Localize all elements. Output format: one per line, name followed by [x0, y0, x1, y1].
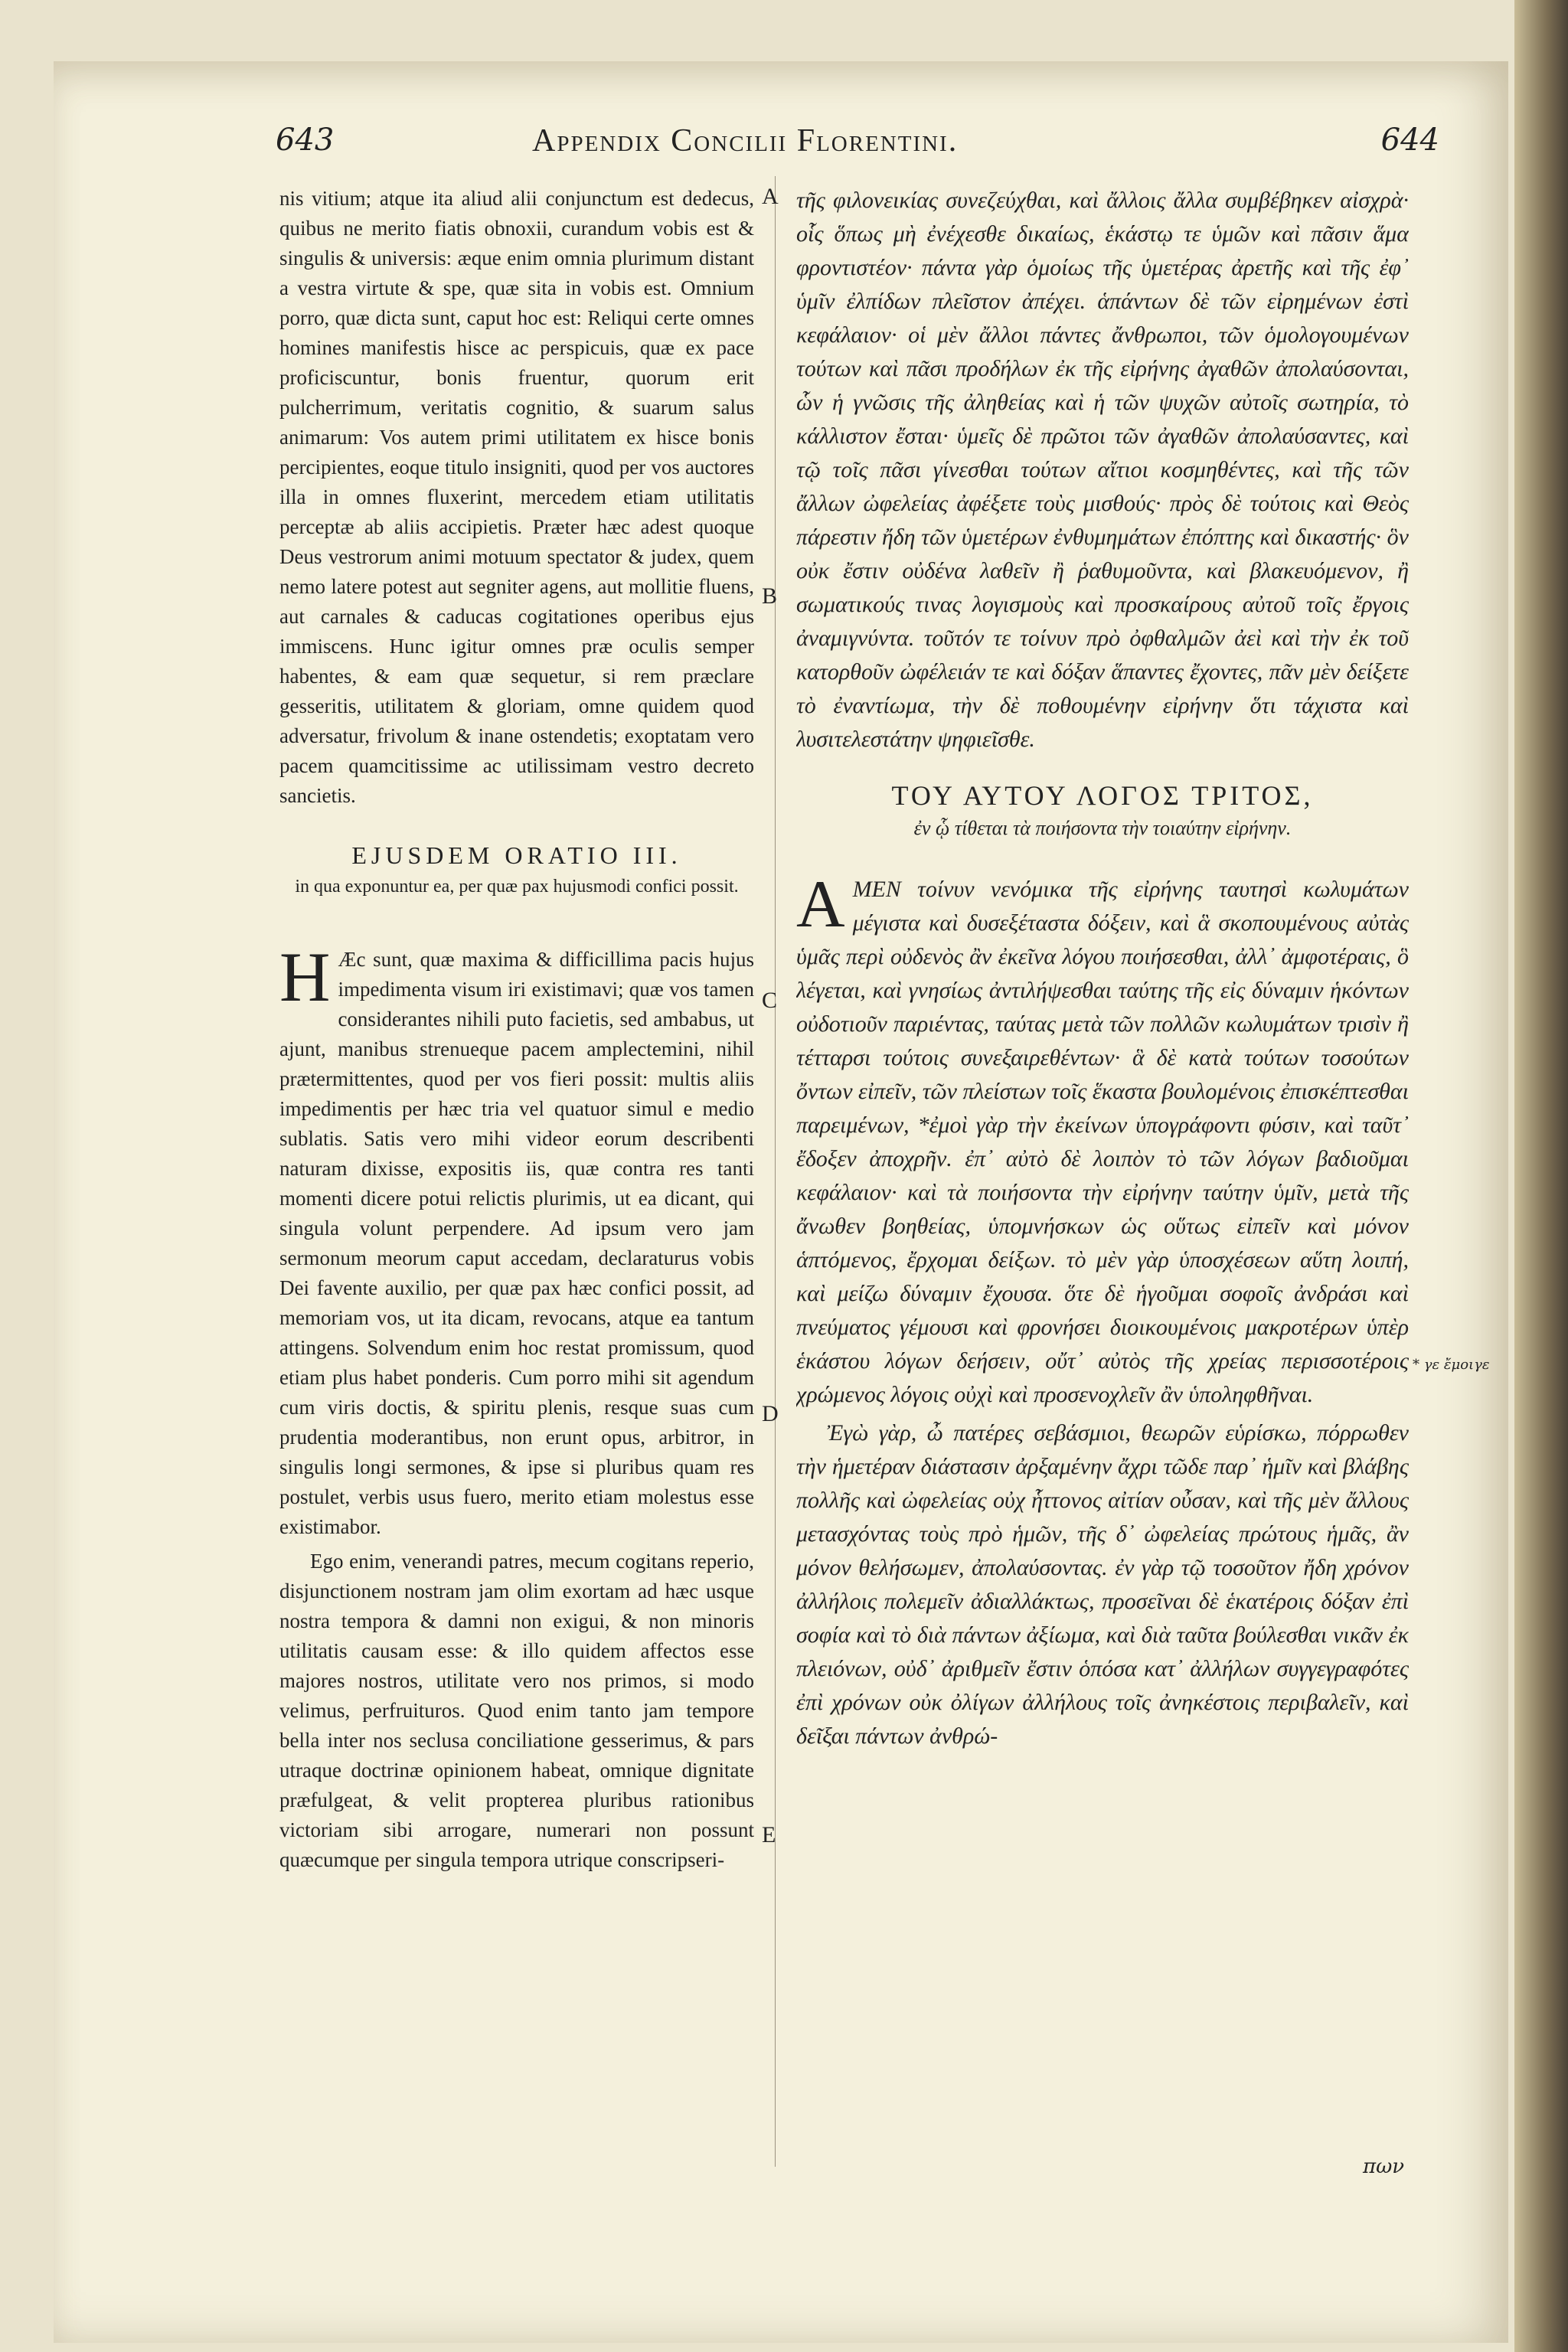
latin-paragraph-text: Æc sunt, quæ maxima & difficillima pacis hujus impedimenta visum iri existimavi; quæ vos tamen considerantes nihili puto facietis, sed ambabus, ut ajunt, manibus strenueque pacem amplectemini, nihil prætermittentes, quod per vos fieri possit: multis aliis impedimentis per hæc tria vel quatuor simul e medio sublatis. Satis vero mihi videor eorum describenti naturam dixisse, expositis iis, quæ contra res tanti momenti dicere potui relictis plurimis, ut ea dicant, qui singula volunt perpendere. Ad ipsum vero jam sermonum meorum caput accedam, declaraturus vobis Dei favente auxilio, per quæ pax hæc confici possit, ad memoriam vos, ut ita dicam, revocans, atque ea tantum attingens. Solvendum enim hoc restat promissum, quod etiam plus habet ponderis. Cum porro mihi sit agendum cum viris doctis, & spiritu plenis, resque suas cum prudentia moderantibus, non erunt opus, arbitror, in singulis longi sermones, & ipse si pluribus quam res postulet, verbis usus fuero, merito etiam molestus esse existimabor.: [279, 948, 754, 1538]
latin-oration-heading: EJUSDEM ORATIO III.: [351, 841, 682, 869]
greek-paragraph-text: ΜΕΝ τοίνυν νενόμικα τῆς εἰρήνης ταυτησὶ κωλυμάτων μέγιστα καὶ δυσεξέταστα δόξειν, καὶ ἃ σκοπουμένους αὐτὰς ὑμᾶς περὶ οὐδενὸς ἂν ἐκεῖνα λόγου ποιήσεσθαι, ἀλλ᾽ ἀμφοτέραις, ὃ λέγεται, καὶ γνησίως ἀντιλήψεσθαι ταύτης τῆς εἰς δύναμιν ἡκόντων οὐδοτιοῦν παριέντας, ταύτας μετὰ τῶν πολλῶν κωλυμάτων τρισὶν ἢ τέτταρσι τούτοις συνεξαιρεθέντων· ἃ δὲ κατὰ τούτων τοσούτων ὄντων εἰπεῖν, τῶν πλείστων τοῖς ἕκαστα βουλομένοις ἐπισκέπτεσθαι παρειμένων, *ἐμοὶ γὰρ τὴν ἐκείνων ὑπογράφοντι φύσιν, καὶ ταῦτ᾽ ἔδοξεν ἀποχρῆν. ἐπ᾽ αὐτὸ δὲ λοιπὸν τὸ τῶν λόγων βαδιοῦμαι κεφάλαιον· καὶ τὰ ποιήσοντα τὴν εἰρήνην ταύτην ὑμῖν, μετὰ τῆς ἄνωθεν βοηθείας, ὑπομνήσκων ὡς οὕτως εἰπεῖν καὶ μόνον ἁπτόμενος, ἔρχομαι δείξων. τὸ μὲν γὰρ ὑποσχέσεων αὕτη λοιπή, καὶ μείζω δύναμιν ἔχουσα. ὅτε δὲ ἡγοῦμαι σοφοῖς ἀνδράσι καὶ πνεύματος γέμουσι καὶ φρονήσει διοικουμένοις μακροτέρων ὑπὲρ ἑκάστου λόγων δεήσειν, οὔτ᾽ αὐτὸς τῆς χρείας περισσοτέροις χρώμενος λόγοις οὐχὶ καὶ προσενοχλεῖν ἂν ὑποληφθῆναι.: [796, 877, 1409, 1407]
page-header: [276, 122, 1439, 168]
greek-dropcap: Α: [796, 867, 845, 942]
margin-letter-a: A: [762, 184, 779, 209]
latin-paragraph: nis vitium; atque ita aliud alii conjunctum est dedecus, quibus ne merito fiatis obnoxii, curandum vobis est & singulis & universis: æque enim omnia plurimum distant a vestra virtute & spe, quæ sita in vobis est. Omnium porro, quæ dicta sunt, caput hoc est: Reliqui certe omnes homines manifestis hisce ac perspicuis, quæ ex pace proficiscuntur, bonis fruentur, quorum erit pulcherrimum, veritatis cognitio, & suarum salus animarum: Vos autem primi utilitatem ex hisce bonis percipientes, eoque titulo insigniti, quod per vos auctores illa in omnes fluxerint, mercedem etiam utilitatis perceptæ ab aliis accipietis. Præter hæc adest quoque Deus vestrorum animi motuum spectator & judex, quem nemo latere potest aut segniter agens, aut mollitie fluens, aut carnales & caducas cogitationes operibus ejus immiscens. Hunc igitur omnes præ oculis semper habentes, & eam quæ sequetur, si rem præclare gesseritis, utilitatem & gloriam, omne quidem quod adversatur, frivolum & inane ostendetis; exoptatam vero pacem quamcitissime ac utilissimam vestro decreto sancietis.: [279, 187, 754, 807]
running-title: Appendix Concilii Florentini.: [532, 123, 959, 158]
greek-paragraph: Ἐγὼ γὰρ, ὦ πατέρες σεβάσμιοι, θεωρῶν εὑρίσκω, πόρρωθεν τὴν ἡμετέραν διάστασιν ἀρξαμένην ἄχρι τῶδε παρ᾽ ἡμῖν καὶ βλάβης πολλῆς καὶ ὠφελείας οὐχ ἧττονος αἰτίαν οὖσαν, καὶ τῆς μὲν ἄλλους μετασχόντας τοὺς πρὸ ἡμῶν, τῆς δ᾽ ὠφελείας πρώτους ἡμᾶς, ἂν μόνον θελήσωμεν, ἀπολαύσοντας. ἐν γὰρ τῷ τοσοῦτον ἤδη χρόνον ἀλλήλοις πολεμεῖν ἀδιαλλάκτως, προσεῖναι δὲ ἑκατέροις δόξαν ἐπὶ σοφία καὶ τὸ διὰ πάντων ἀξίωμα, καὶ διὰ ταῦτα βούλεσθαι νικᾶν ἐκ πλειόνων, οὐδ᾽ ἀριθμεῖν ἔστιν ὁπόσα κατ᾽ ἀλλήλων συγγεγραφότες ἐπὶ χρόνων οὐκ ὀλίγων ἀλλήλους τοῖς ἀνηκέστοις περιβαλεῖν, καὶ δεῖξαι πάντων ἀνθρώ-: [796, 1420, 1409, 1749]
margin-letter-c: C: [762, 988, 778, 1013]
margin-letter-b: B: [762, 583, 778, 609]
margin-letter-e: E: [762, 1822, 776, 1847]
latin-dropcap: H: [279, 938, 331, 1016]
greek-paragraph: τῆς φιλονεικίας συνεζεύχθαι, καὶ ἄλλοις ἄλλα συμβέβηκεν αἰσχρὰ· οἷς ὅπως μὴ ἐνέχεσθε δικαίως, ἑκάστῳ τε ὑμῶν καὶ πᾶσιν ἅμα φροντιστέον· πάντα γὰρ ὁμοίως τῆς ὑμετέρας ἀρετῆς καὶ τῆς ἐφ᾽ ὑμῖν ἐλπίδων πλεῖστον ἀπέχει. ἁπάντων δὲ τῶν εἰρημένων ἐστὶ κεφάλαιον· οἱ μὲν ἄλλοι πάντες ἄνθρωποι, τῶν ὁμολογουμένων τούτων καὶ πᾶσι προδήλων ἐκ τῆς εἰρήνης ἀγαθῶν ἀπολαύσονται, ὧν ἡ γνῶσις τῆς ἀληθείας καὶ ἡ τῶν ψυχῶν αὐτοῖς σωτηρία, τὸ κάλλιστον ἔσται· ὑμεῖς δὲ πρῶτοι τῶν ἀγαθῶν ἀπολαύσαντες, καὶ τῷ τοῖς πᾶσι γίνεσθαι τούτων αἴτιοι κοσμηθέντες, καὶ τῆς τῶν ἄλλων ὠφελείας ἀφέξετε τοὺς μισθούς· πρὸς δὲ τούτοις καὶ Θεὸς πάρεστιν ἤδη τῶν ὑμετέρων ἐνθυμημάτων ἐπόπτης καὶ δικαστής· ὃν οὐκ ἔστιν οὐδένα λαθεῖν ἢ ῥαθυμοῦντα, καὶ βλακευόμενον, ἢ σωματικούς τινας λογισμοὺς καὶ προσκαίρους αὐτοῦ τοῖς ἔργοις ἀναμιγνύντα. τοῦτόν τε τοίνυν πρὸ ὀφθαλμῶν ἀεὶ καὶ τὴν ἐκ τοῦ κατορθοῦν ὠφέλειάν τε καὶ δόξαν ἅπαντες ἔχοντες, πᾶν μὲν δείξετε τὸ ἐναντίωμα, τὴν δὲ ποθουμένην εἰρήνην ὅτι τάχιστα καὶ λυσιτελεστάτην ψηφιεῖσθε.: [796, 188, 1409, 752]
greek-oration-subheading: ἐν ᾧ τίθεται τὰ ποιήσοντα τὴν τοιαύτην εἰρήνην.: [913, 817, 1292, 839]
greek-paragraph: [796, 867, 1409, 1412]
column-divider: [775, 176, 776, 2167]
greek-column: [796, 184, 1409, 2199]
catchword: πων: [1363, 2155, 1405, 2178]
margin-note: * γε ἔμοιγε: [1413, 1357, 1490, 1373]
book-binding-edge: [1514, 0, 1568, 2352]
margin-letter-d: D: [762, 1401, 779, 1426]
page-number-right: 644: [1380, 122, 1439, 158]
latin-paragraph: Ego enim, venerandi patres, mecum cogitans reperio, disjunctionem nostram jam olim exortam ad hæc usque nostra tempora & damni non exigui, & non minoris utilitatis causam esse: & illo quidem affectos esse majores nostros, utilitate vero nos primos, si modo velimus, perfruituros. Quod enim tanto jam tempore bella inter nos seclusa conciliatione gesserimus, & pars utraque doctrinæ opinionem habeat, omnique dignitate præfulgeat, & velit propterea pluribus rationibus victoriam sibi arrogare, numerari non possunt quæcumque per singula tempora utrique conscripseri-: [279, 1550, 754, 1871]
latin-oration-subheading: in qua exponuntur ea, per quæ pax hujusmodi confici possit.: [295, 877, 739, 897]
latin-column: [279, 184, 754, 2199]
greek-oration-heading: ΤΟΥ ΑΥΤΟΥ ΛΟΓΟΣ ΤΡΙΤΟΣ,: [891, 780, 1314, 811]
latin-paragraph: [279, 938, 754, 1542]
page-number-left: 643: [276, 122, 335, 158]
